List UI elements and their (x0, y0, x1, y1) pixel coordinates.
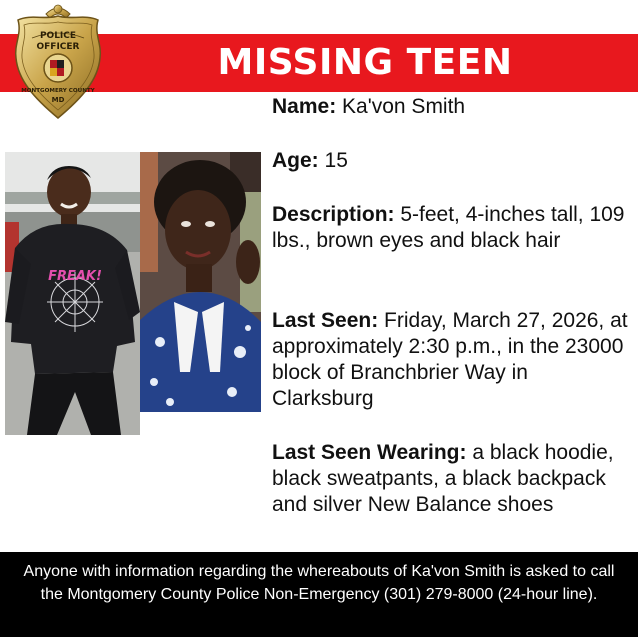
police-badge-icon (8, 0, 108, 122)
badge-text-police: POLICE (39, 31, 77, 41)
last-seen-value: Friday, March 27, 2026, at approximately 2:30 p.m., in the 23000 block of Branchbrier Way in Clarksburg (272, 309, 628, 410)
page-title: MISSING TEEN (217, 42, 513, 83)
age-field (272, 148, 632, 174)
last-seen-wearing-field (272, 440, 632, 518)
badge-text-officer: OFFICER (36, 42, 80, 52)
last-seen-wearing-value: a black hoodie, black sweatpants, a black backpack and silver New Balance shoes (272, 441, 614, 516)
age-value: 15 (324, 149, 348, 172)
description-field (272, 202, 632, 254)
description-value: 5-feet, 4-inches tall, 109 lbs., brown eyes and black hair (272, 203, 625, 252)
name-value: Ka'von Smith (342, 95, 466, 118)
last-seen-field (272, 308, 632, 412)
contact-instructions: Anyone with information regarding the whereabouts of Ka'von Smith is asked to call the Montgomery County Police Non-Emergency (301) 279-8000 (24-hour line). (23, 563, 615, 603)
contact-footer (0, 552, 638, 637)
missing-teen-full-body-photo (5, 152, 140, 435)
badge-text-county: MONTGOMERY COUNTY (21, 88, 95, 94)
age-label: Age: (272, 149, 319, 172)
last-seen-wearing-label: Last Seen Wearing: (272, 441, 467, 464)
badge-text-state: MD (51, 96, 65, 104)
name-label: Name: (272, 95, 337, 118)
description-label: Description: (272, 203, 395, 226)
hoodie-print-text: FREAK! (48, 269, 102, 284)
missing-teen-portrait-photo (140, 152, 261, 412)
name-field (272, 94, 632, 120)
last-seen-label: Last Seen: (272, 309, 379, 332)
